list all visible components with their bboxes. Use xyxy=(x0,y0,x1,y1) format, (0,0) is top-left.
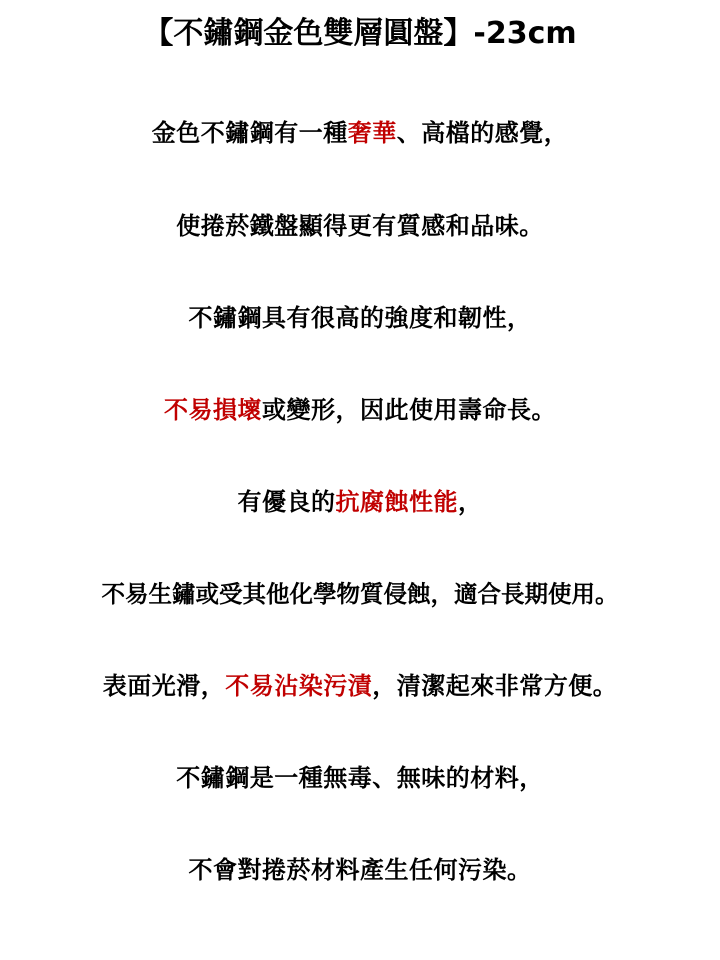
description-line-4 xyxy=(0,390,720,430)
text-segment: 不鏽鋼是一種無毒、無味的材料， xyxy=(176,764,544,792)
highlight-text: 抗腐蝕性能 xyxy=(335,488,458,516)
description-line-2 xyxy=(0,206,720,246)
text-segment: ，清潔起來非常方便。 xyxy=(372,672,618,700)
description-line-7 xyxy=(0,666,720,706)
text-segment: 不會對捲菸材料產生任何污染。 xyxy=(188,856,532,884)
description-line-8 xyxy=(0,758,720,798)
text-segment: 表面光滑， xyxy=(102,672,226,700)
description-line-5 xyxy=(0,482,720,522)
text-segment: 金色不鏽鋼有一種 xyxy=(151,119,348,147)
description-line-1 xyxy=(0,113,720,153)
highlight-text: 不易沾染污漬 xyxy=(225,672,373,700)
description-line-3 xyxy=(0,298,720,338)
product-title: 【不鏽鋼金色雙層圓盤】-23cm xyxy=(143,16,577,51)
description-line-6 xyxy=(0,574,720,614)
text-segment: ， xyxy=(458,488,483,516)
highlight-text: 不易損壞 xyxy=(164,396,262,424)
highlight-text: 奢華 xyxy=(347,119,397,147)
text-segment: 不鏽鋼具有很高的強度和韌性， xyxy=(188,304,532,332)
description-line-9 xyxy=(0,850,720,890)
text-segment: 或變形，因此使用壽命長。 xyxy=(262,396,556,424)
text-segment: 、高檔的感覺， xyxy=(396,119,569,147)
text-segment: 使捲菸鐵盤顯得更有質感和品味。 xyxy=(176,212,544,240)
text-segment: 有優良的 xyxy=(237,488,336,516)
text-segment: 不易生鏽或受其他化學物質侵蝕，適合長期使用。 xyxy=(101,580,619,608)
